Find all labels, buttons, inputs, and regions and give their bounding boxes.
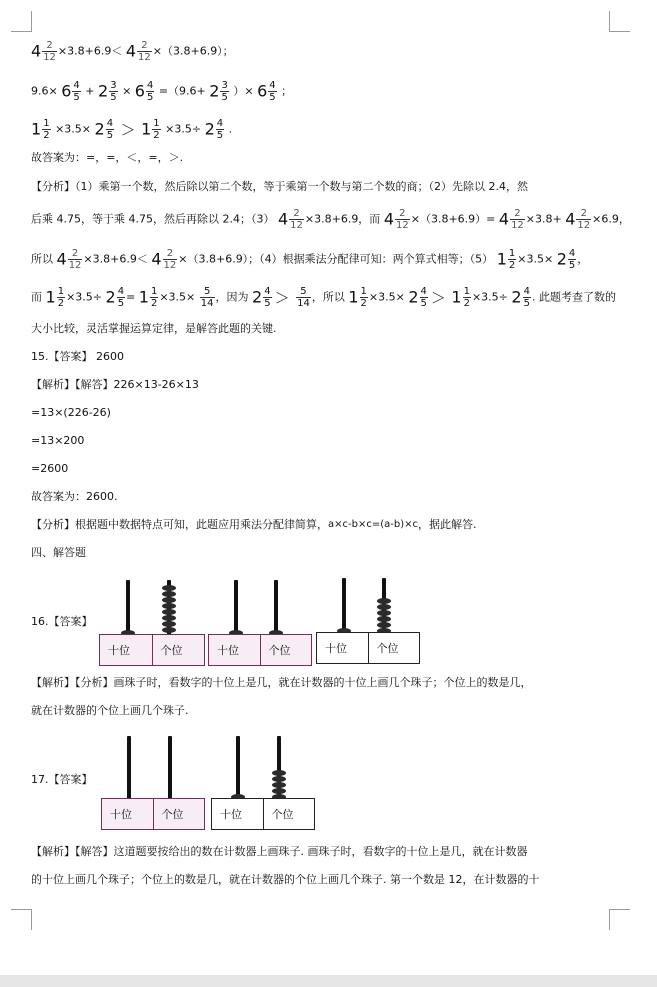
abacus-rod-tens xyxy=(236,736,240,800)
q15-step: =2600 xyxy=(31,462,69,475)
abacus-counter xyxy=(99,580,205,666)
abacus-label-tens: 十位 xyxy=(100,635,153,665)
q16-explanation: 【解析】【分析】画珠子时，看数字的十位上是几，就在计数器的十位上画几个珠子；个位上的数是几， xyxy=(31,676,532,689)
analysis-paragraph-line: 【分析】（1）乘第一个数，然后除以第二个数，等于乘第一个数与第二个数的商；（2）先除以 2.4，然 xyxy=(31,180,528,193)
q15-step: =13×200 xyxy=(31,434,85,447)
abacus-counter xyxy=(101,736,205,830)
q16-label: 16.【答案】 xyxy=(31,615,93,628)
answer-summary: 故答案为：=，=，＜，=，＞. xyxy=(31,151,184,164)
q16-explanation: 就在计数器的个位上画几个珠子. xyxy=(31,704,189,717)
abacus-counter xyxy=(211,736,315,830)
abacus-label-ones: 个位 xyxy=(153,635,205,665)
abacus-label-ones: 个位 xyxy=(261,635,312,665)
page-corner-mark xyxy=(609,909,630,930)
abacus-label-tens: 十位 xyxy=(209,635,261,665)
analysis-paragraph-line: 后乘 4.75，等于乘 4.75，然后再除以 2.4；（3） 4 $\frac{2}{12}$ ×3.8+6.9，而 4 $\frac{2}{12}$ ×（3.8+6.9）= 4 $\frac{2}{12}$ ×3.8+ 4 $\frac{2}{12}$ ×6.9， xyxy=(31,208,630,231)
q17-explanation: 【解析】【解答】这道题要按给出的数在计数器上画珠子. 画珠子时，看数字的十位上是几，就在计数器 xyxy=(31,845,528,858)
bottom-scroll-area xyxy=(0,975,657,987)
q17-explanation: 的十位上画几个珠子；个位上的数是几，就在计数器的个位上画几个珠子. 第一个数是 12，在计数器的十 xyxy=(31,873,540,886)
abacus-counter xyxy=(208,580,312,666)
abacus-rod-ones xyxy=(274,580,278,636)
abacus-label-tens: 十位 xyxy=(317,633,369,663)
q15-analysis: 【分析】根据题中数据特点可知，此题应用乘法分配律简算，a×c-b×c=(a-b)×c，据此解答. xyxy=(31,518,477,531)
abacus-label-ones: 个位 xyxy=(271,808,294,821)
abacus-rod-tens xyxy=(234,580,238,636)
q17-label: 17.【答案】 xyxy=(31,773,93,786)
page-corner-mark xyxy=(11,11,32,32)
abacus-counter xyxy=(316,578,420,664)
analysis-paragraph-line: 所以 4 $\frac{2}{12}$ ×3.8+6.9＜ 4 $\frac{2}{12}$ ×（3.8+6.9）；（4）根据乘法分配律可知：两个算式相等；（5） 1 $\frac{1}{2}$ ×3.5× 2 $\frac{4}{5}$ ， xyxy=(31,248,589,271)
abacus-label-tens: 十位 xyxy=(212,799,264,829)
section-heading: 四、解答题 xyxy=(31,546,86,559)
comparison-line-2: 9.6× 6 $\frac{4}{5}$ + 2 $\frac{3}{5}$ × 6 $\frac{4}{5}$ =（9.6+ 2 $\frac{3}{5}$ ）× 6 $\frac{4}{5}$ ； xyxy=(31,80,293,103)
analysis-paragraph-line: 大小比较，灵活掌握运算定律，是解答此题的关键. xyxy=(31,322,277,335)
abacus-label-tens: 十位 xyxy=(102,799,154,829)
abacus-label-ones: 个位 xyxy=(376,642,399,655)
abacus-rod-tens xyxy=(127,736,131,800)
comparison-line-3: 1 $\frac{1}{2}$ ×3.5× 2 $\frac{4}{5}$ ＞ 1 $\frac{1}{2}$ ×3.5÷ 2 $\frac{4}{5}$ . xyxy=(31,118,233,141)
page-corner-mark xyxy=(11,909,32,930)
page-corner-mark xyxy=(609,11,630,32)
abacus-label-ones: 个位 xyxy=(154,799,205,829)
q15-final: 故答案为：2600. xyxy=(31,490,118,503)
analysis-paragraph-line: 而 1 $\frac{1}{2}$ ×3.5÷ 2 $\frac{4}{5}$ = 1 $\frac{1}{2}$ ×3.5× $\frac{5}{14}$ ，因为 2 $\frac{4}{5}$ ＞ $\frac{5}{14}$ ，所以 1 $\frac{1}{2}$ ×3.5× 2 $\frac{4}{5}$ ＞ 1 $\frac{1}{2}$ ×3.5÷ 2 $\frac{4}{5}$ . 此题考查了数的 xyxy=(31,286,616,309)
abacus-rod-tens xyxy=(126,580,130,636)
q15-answer: 15.【答案】 2600 xyxy=(31,350,124,363)
abacus-rod-tens xyxy=(342,578,346,634)
abacus-rod-ones xyxy=(168,736,172,800)
comparison-line-1: 4 $\frac{2}{12}$ ×3.8+6.9＜ 4 $\frac{2}{12}$ ×（3.8+6.9）； xyxy=(31,40,234,63)
abacus-bead xyxy=(162,627,176,633)
q15-step: =13×(226-26) xyxy=(31,406,111,419)
q15-solution: 【解析】【解答】226×13-26×13 xyxy=(31,378,199,391)
